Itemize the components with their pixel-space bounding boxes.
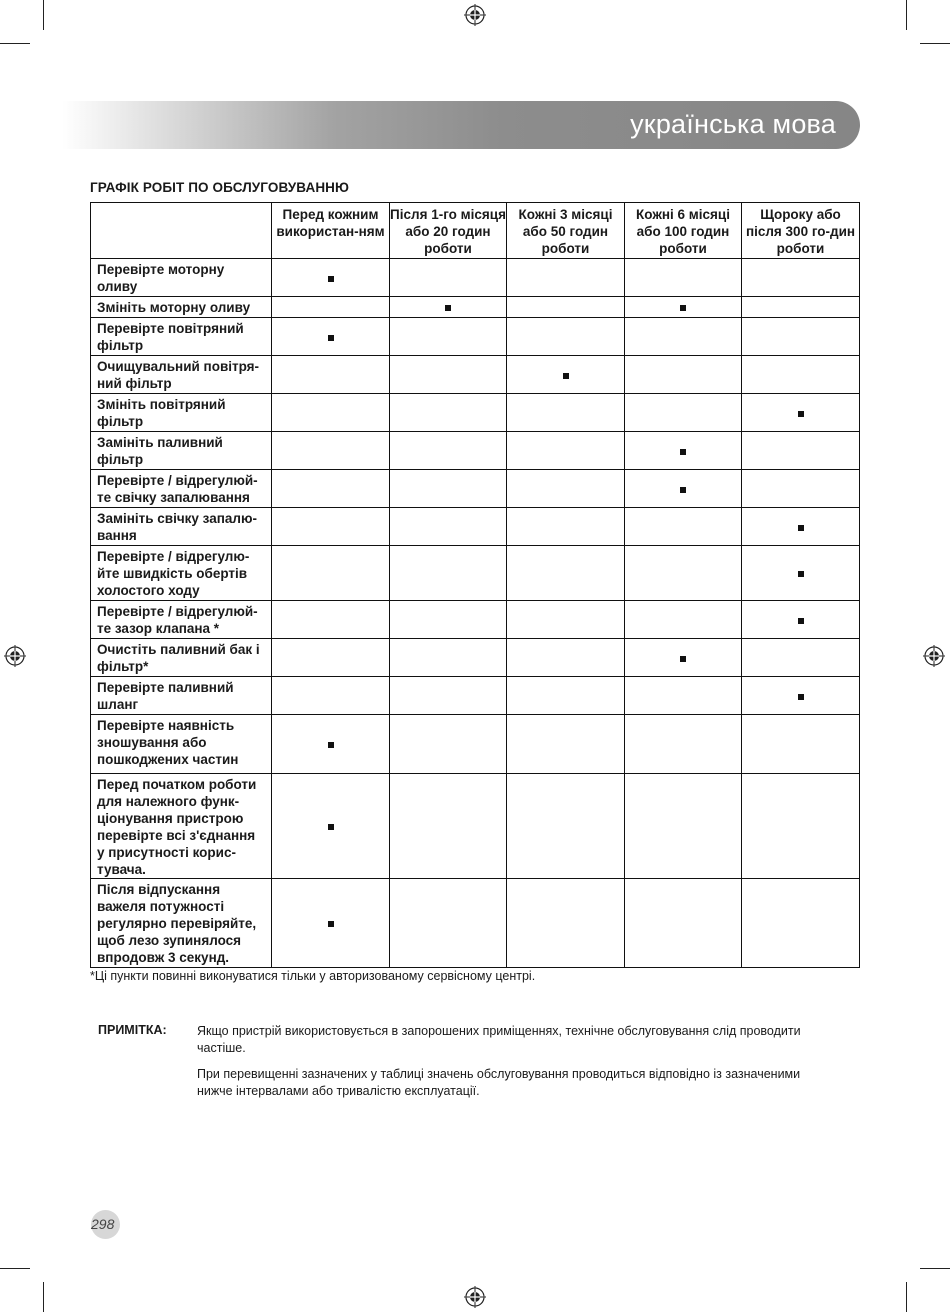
- interval-cell: [742, 639, 860, 677]
- interval-cell: [507, 774, 625, 879]
- schedule-mark-icon: [445, 305, 451, 311]
- interval-cell: [625, 639, 742, 677]
- interval-cell: [272, 318, 390, 356]
- task-cell: Перевірте паливний шланг: [91, 677, 272, 715]
- interval-cell: [390, 774, 507, 879]
- interval-cell: [742, 879, 860, 968]
- registration-mark-icon: [4, 645, 26, 667]
- interval-cell: [390, 715, 507, 774]
- interval-cell: [390, 508, 507, 546]
- interval-cell: [625, 259, 742, 297]
- interval-cell: [625, 715, 742, 774]
- interval-cell: [742, 356, 860, 394]
- interval-cell: [390, 677, 507, 715]
- interval-cell: [742, 677, 860, 715]
- task-cell: Змініть моторну оливу: [91, 297, 272, 318]
- interval-cell: [625, 297, 742, 318]
- interval-cell: [742, 432, 860, 470]
- schedule-mark-icon: [798, 571, 804, 577]
- schedule-mark-icon: [680, 305, 686, 311]
- column-header: Щороку або після 300 го-дин роботи: [742, 203, 860, 259]
- interval-cell: [390, 259, 507, 297]
- task-cell: Перевірте моторну оливу: [91, 259, 272, 297]
- interval-cell: [390, 318, 507, 356]
- interval-cell: [507, 470, 625, 508]
- table-row: [91, 639, 860, 677]
- interval-cell: [272, 639, 390, 677]
- crop-mark: [906, 1282, 907, 1312]
- table-row: [91, 470, 860, 508]
- column-header: Перед кожним використан-ням: [272, 203, 390, 259]
- interval-cell: [742, 394, 860, 432]
- column-header-task: [91, 203, 272, 259]
- table-row: [91, 259, 860, 297]
- schedule-mark-icon: [680, 449, 686, 455]
- interval-cell: [625, 546, 742, 601]
- crop-mark: [43, 0, 44, 30]
- interval-cell: [507, 601, 625, 639]
- interval-cell: [272, 394, 390, 432]
- interval-cell: [625, 879, 742, 968]
- interval-cell: [507, 639, 625, 677]
- interval-cell: [742, 508, 860, 546]
- interval-cell: [507, 318, 625, 356]
- interval-cell: [272, 601, 390, 639]
- interval-cell: [390, 356, 507, 394]
- table-row: [91, 601, 860, 639]
- interval-cell: [742, 774, 860, 879]
- interval-cell: [272, 715, 390, 774]
- interval-cell: [272, 356, 390, 394]
- interval-cell: [272, 297, 390, 318]
- task-cell: Перевірте / відрегулюй-те зазор клапана *: [91, 601, 272, 639]
- interval-cell: [390, 639, 507, 677]
- interval-cell: [272, 259, 390, 297]
- interval-cell: [390, 470, 507, 508]
- interval-cell: [507, 879, 625, 968]
- table-header-row: [91, 203, 860, 259]
- maintenance-schedule-table: [90, 202, 860, 968]
- interval-cell: [390, 879, 507, 968]
- note-body: [197, 1023, 807, 1109]
- crop-mark: [0, 43, 30, 44]
- table-row: [91, 546, 860, 601]
- schedule-title: ГРАФІК РОБІТ ПО ОБСЛУГОВУВАННЮ: [90, 180, 350, 195]
- interval-cell: [625, 470, 742, 508]
- column-header: Кожні 6 місяці або 100 годин роботи: [625, 203, 742, 259]
- schedule-mark-icon: [328, 921, 334, 927]
- table-row: [91, 318, 860, 356]
- schedule-mark-icon: [798, 694, 804, 700]
- interval-cell: [390, 432, 507, 470]
- interval-cell: [272, 677, 390, 715]
- table-row: [91, 677, 860, 715]
- language-banner: [62, 101, 860, 149]
- schedule-mark-icon: [328, 335, 334, 341]
- interval-cell: [742, 259, 860, 297]
- task-cell: Перевірте / відрегулюй-те свічку запалювання: [91, 470, 272, 508]
- interval-cell: [507, 546, 625, 601]
- interval-cell: [272, 432, 390, 470]
- language-title: українська мова: [630, 109, 836, 139]
- interval-cell: [742, 297, 860, 318]
- schedule-mark-icon: [680, 656, 686, 662]
- table-row: [91, 356, 860, 394]
- schedule-mark-icon: [798, 411, 804, 417]
- interval-cell: [742, 470, 860, 508]
- interval-cell: [390, 601, 507, 639]
- table-row: [91, 774, 860, 879]
- task-cell: Перевірте / відрегулю-йте швидкість обертів холостого ходу: [91, 546, 272, 601]
- note-paragraph: Якщо пристрій використовується в запорошених приміщеннях, технічне обслуговування слід проводити частіше.: [197, 1024, 801, 1055]
- schedule-mark-icon: [328, 276, 334, 282]
- schedule-mark-icon: [328, 824, 334, 830]
- registration-mark-icon: [464, 1286, 486, 1308]
- schedule-mark-icon: [680, 487, 686, 493]
- task-cell: Замініть паливний фільтр: [91, 432, 272, 470]
- interval-cell: [272, 774, 390, 879]
- interval-cell: [625, 318, 742, 356]
- schedule-mark-icon: [328, 742, 334, 748]
- registration-mark-icon: [923, 645, 945, 667]
- column-header: Кожні 3 місяці або 50 годин роботи: [507, 203, 625, 259]
- interval-cell: [625, 774, 742, 879]
- note-paragraph: При перевищенні зазначених у таблиці значень обслуговування проводиться відповідно із зазначеними нижче інтервалами або тривалістю експлуатації.: [197, 1067, 801, 1098]
- crop-mark: [906, 0, 907, 30]
- interval-cell: [742, 601, 860, 639]
- table-row: [91, 394, 860, 432]
- task-cell: Перевірте повітряний фільтр: [91, 318, 272, 356]
- task-cell: Після відпускання важеля потужності регулярно перевіряйте, щоб лезо зупинялося впродовж 3 секунд.: [91, 879, 272, 968]
- interval-cell: [272, 508, 390, 546]
- schedule-mark-icon: [798, 525, 804, 531]
- task-cell: Перевірте наявність зношування або пошкоджених частин: [91, 715, 272, 774]
- table-row: [91, 508, 860, 546]
- interval-cell: [507, 394, 625, 432]
- task-cell: Змініть повітряний фільтр: [91, 394, 272, 432]
- crop-mark: [0, 1268, 30, 1269]
- interval-cell: [625, 394, 742, 432]
- footnote: *Ці пункти повинні виконуватися тільки у авторизованому сервісному центрі.: [90, 969, 536, 983]
- interval-cell: [272, 879, 390, 968]
- registration-mark-icon: [464, 4, 486, 26]
- task-cell: Очистіть паливний бак і фільтр*: [91, 639, 272, 677]
- interval-cell: [507, 432, 625, 470]
- interval-cell: [507, 508, 625, 546]
- task-cell: Замініть свічку запалю-вання: [91, 508, 272, 546]
- interval-cell: [507, 677, 625, 715]
- interval-cell: [507, 356, 625, 394]
- interval-cell: [507, 259, 625, 297]
- interval-cell: [507, 715, 625, 774]
- note-label: ПРИМІТКА:: [98, 1023, 167, 1037]
- interval-cell: [625, 432, 742, 470]
- interval-cell: [507, 297, 625, 318]
- schedule-mark-icon: [563, 373, 569, 379]
- table-row: [91, 432, 860, 470]
- task-cell: Перед початком роботи для належного функ-ціонування пристрою перевірте всі з'єднання у присутності корис-тувача.: [91, 774, 272, 879]
- interval-cell: [625, 356, 742, 394]
- interval-cell: [742, 318, 860, 356]
- interval-cell: [272, 546, 390, 601]
- interval-cell: [390, 297, 507, 318]
- column-header: Після 1-го місяця або 20 годин роботи: [390, 203, 507, 259]
- crop-mark: [920, 1268, 950, 1269]
- crop-mark: [920, 43, 950, 44]
- schedule-mark-icon: [798, 618, 804, 624]
- interval-cell: [625, 677, 742, 715]
- interval-cell: [742, 546, 860, 601]
- interval-cell: [742, 715, 860, 774]
- table-row: [91, 879, 860, 968]
- task-cell: Очищувальний повітря-ний фільтр: [91, 356, 272, 394]
- page-number: 298: [91, 1216, 115, 1232]
- interval-cell: [390, 546, 507, 601]
- table-row: [91, 715, 860, 774]
- crop-mark: [43, 1282, 44, 1312]
- interval-cell: [625, 601, 742, 639]
- interval-cell: [625, 508, 742, 546]
- interval-cell: [272, 470, 390, 508]
- table-row: [91, 297, 860, 318]
- interval-cell: [390, 394, 507, 432]
